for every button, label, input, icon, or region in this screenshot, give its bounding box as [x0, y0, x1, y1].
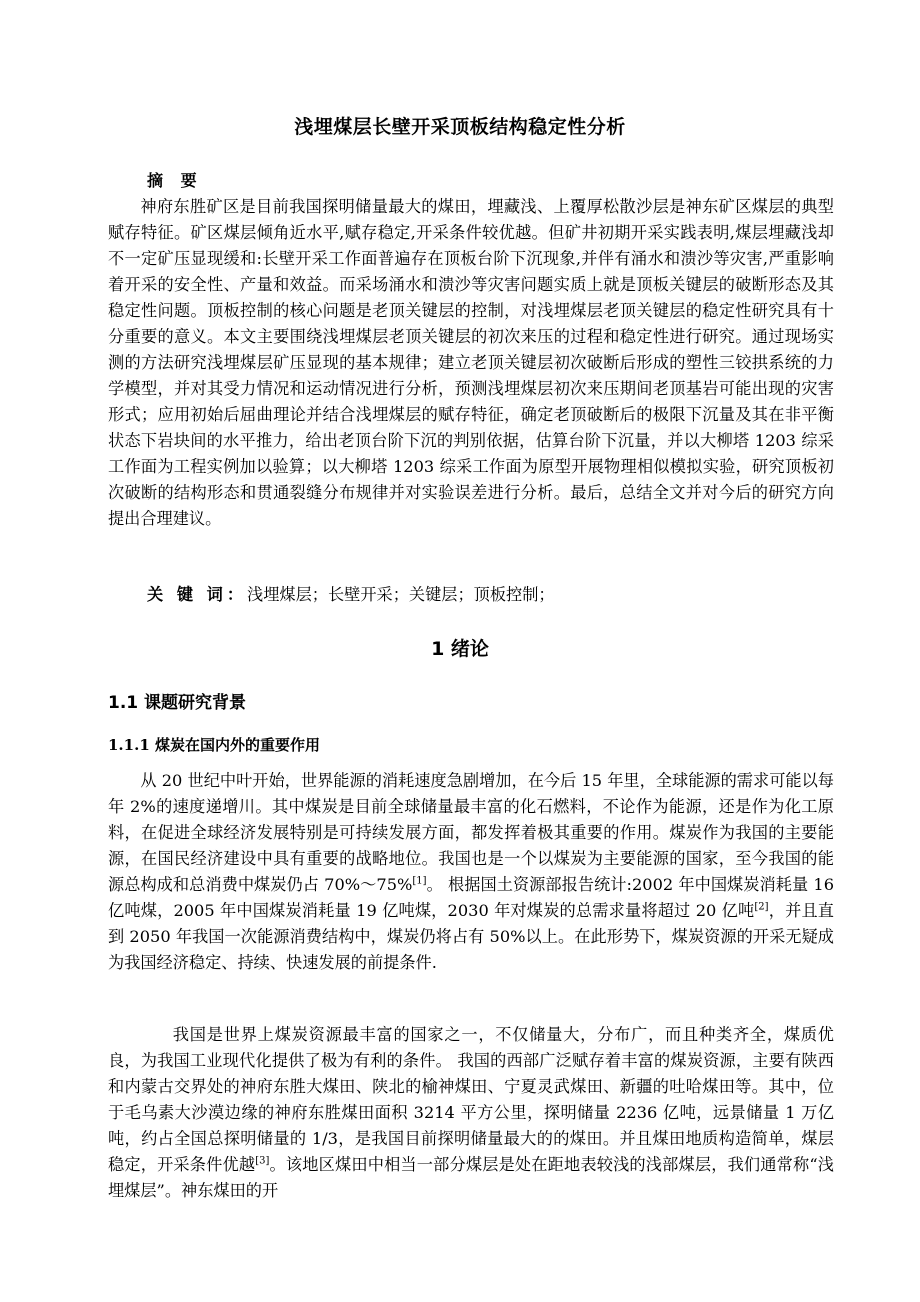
abstract-heading: 摘 要: [147, 171, 203, 190]
keywords-line: [147, 582, 555, 608]
subsection-heading: 1.1.1 煤炭在国内外的重要作用: [108, 736, 320, 754]
citation-ref: [2]: [754, 901, 769, 913]
paragraph-text: 。 根据国土资源部报告统计:2002 年中国煤炭消耗量 16 亿吨煤，2005 年中国煤炭消耗量 19 亿吨煤，2030 年对煤炭的总需求量将超过 20 亿吨: [108, 875, 834, 920]
section-heading: 1.1 课题研究背景: [108, 693, 247, 713]
paragraph-text: 从 20 世纪中叶开始，世界能源的消耗速度急剧增加，在今后 15 年里，全球能源的需求可能以每年 2%的速度递增川。其中煤炭是目前全球储量最丰富的化石燃料，不论作为能源，还是作为化工原料，在促进全球经济发展特别是可持续发展方面，都发挥着极其重要的作用。煤炭作为我国的主要能源，在国民经济建设中具有重要的战略地位。我国也是一个以煤炭为主要能源的国家，至今我国的能源总构成和总消费中煤炭仍占 70%～75%: [108, 771, 834, 894]
citation-ref: [1]: [412, 875, 427, 887]
chapter-heading: 1 绪论: [431, 638, 489, 660]
paper-title: 浅埋煤层长壁开采顶板结构稳定性分析: [294, 116, 626, 138]
paragraph-text: 我国是世界上煤炭资源最丰富的国家之一，不仅储量大，分布广，而且种类齐全，煤质优良，为我国工业现代化提供了极为有利的条件。 我国的西部广泛赋存着丰富的煤炭资源，主要有陕西和内蒙古交界处的神府东胜大煤田、陕北的榆神煤田、宁夏灵武煤田、新疆的吐哈煤田等。其中，位于毛乌素大沙漠边缘的神府东胜煤田面积 3214 平方公里，探明储量 2236 亿吨，远景储量 1 万亿吨，约占全国总探明储量的 1/3，是我国目前探明储量最大的的煤田。并且煤田地质构造简单，煤层稳定，开采条件优越: [108, 1025, 834, 1174]
paragraph-text: 。该地区煤田中相当一部分煤层是处在距地表较浅的浅部煤层，我们通常称“浅埋煤层”。神东煤田的开: [108, 1155, 834, 1200]
body-paragraph-1: [108, 768, 834, 976]
keywords-value: 浅埋煤层；长壁开采；关键层；顶板控制；: [247, 585, 555, 604]
abstract-text: 神府东胜矿区是目前我国探明储量最大的煤田，埋藏浅、上覆厚松散沙层是神东矿区煤层的典型赋存特征。矿区煤层倾角近水平,赋存稳定,开采条件较优越。但矿井初期开采实践表明,煤层埋藏浅却不一定矿压显现缓和:长壁开采工作面普遍存在顶板台阶下沉现象,并伴有涌水和溃沙等灾害,严重影响着开采的安全性、产量和效益。而采场涌水和溃沙等灾害问题实质上就是顶板关键层的破断形态及其稳定性问题。顶板控制的核心问题是老顶关键层的控制，对浅埋煤层老顶关键层的稳定性研究具有十分重要的意义。本文主要围绕浅埋煤层老顶关键层的初次来压的过程和稳定性进行研究。通过现场实测的方法研究浅埋煤层矿压显现的基本规律；建立老顶关键层初次破断后形成的塑性三铰拱系统的力学模型，并对其受力情况和运动情况进行分析，预测浅埋煤层初次来压期间老顶基岩可能出现的灾害形式；应用初始后屈曲理论并结合浅埋煤层的赋存特征，确定老顶破断后的极限下沉量及其在非平衡状态下岩块间的水平推力，给出老顶台阶下沉的判别依据，估算台阶下沉量，并以大柳塔 1203 综采工作面为工程实例加以验算；以大柳塔 1203 综采工作面为原型开展物理相似模拟实验，研究顶板初次破断的结构形态和贯通裂缝分布规律并对实验误差进行分析。最后，总结全文并对今后的研究方向提出合理建议。: [108, 197, 834, 528]
body-paragraph-2: [108, 1022, 834, 1204]
paragraph-text: ，并且直到 2050 年我国一次能源消费结构中，煤炭仍将占有 50%以上。在此形势下，煤炭资源的开采无疑成为我国经济稳定、持续、快速发展的前提条件.: [108, 901, 834, 972]
keywords-label: 关 键 词：: [147, 585, 248, 604]
citation-ref: [3]: [255, 1155, 270, 1167]
